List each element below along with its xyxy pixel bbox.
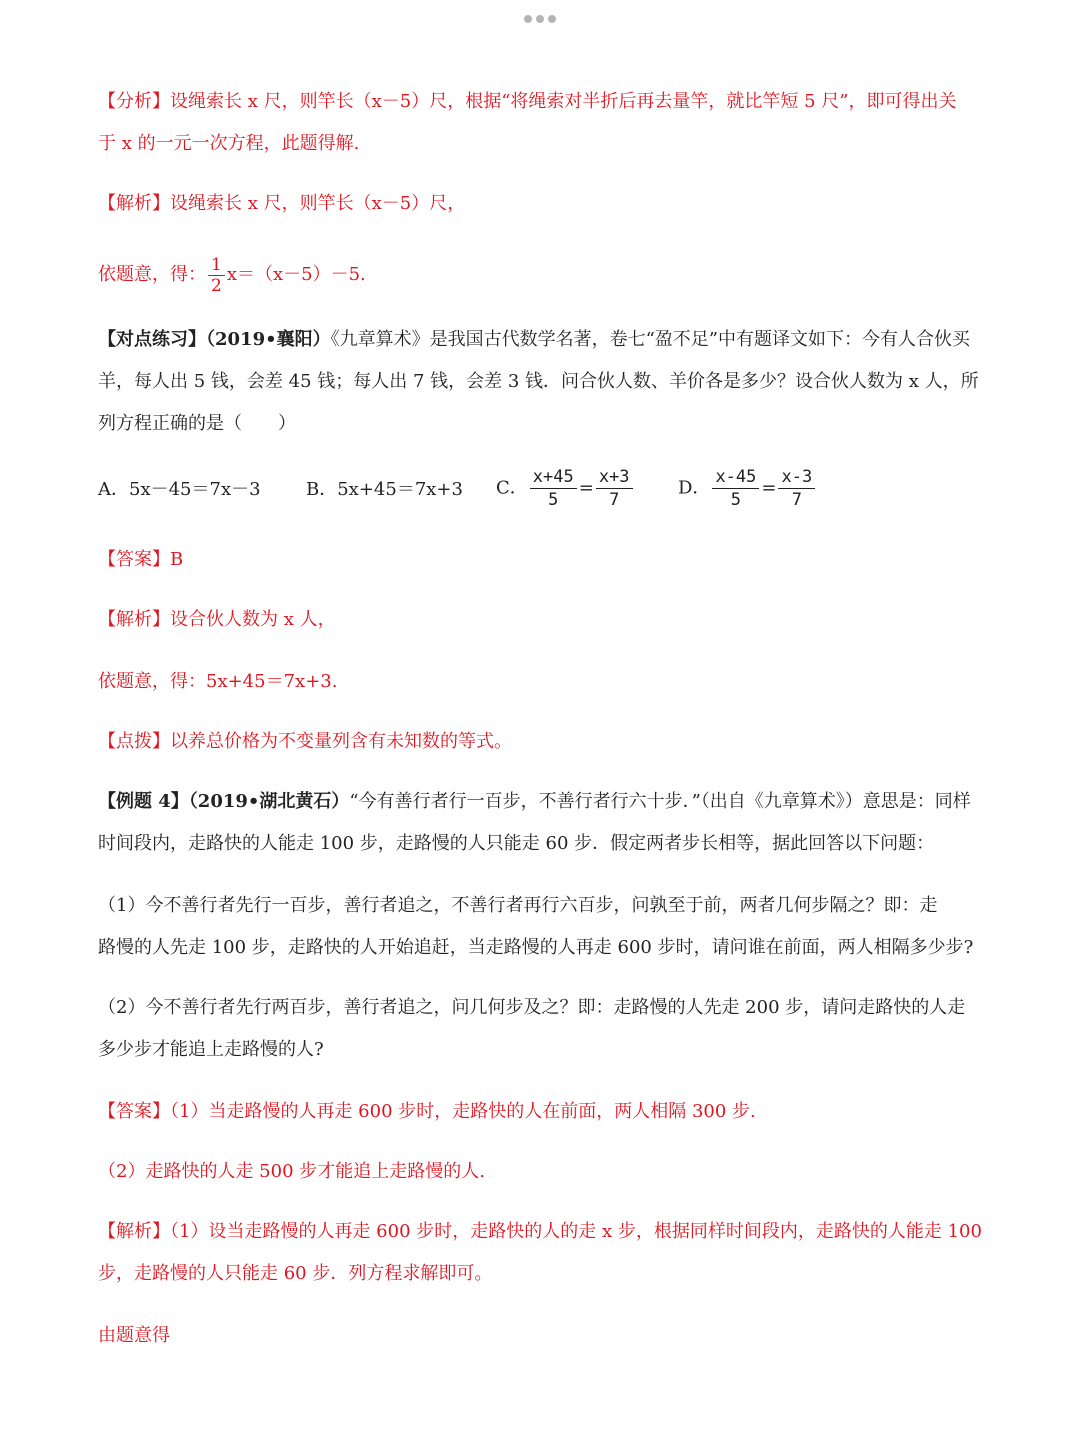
practice-line-2: 羊，每人出 5 钱，会差 45 钱；每人出 7 钱，会差 3 钱．问合伙人数、羊价各是多少？设合伙人数为 x 人，所 [98,371,979,392]
fraction-one-half: $\frac{1}{2}$ [208,255,225,296]
solution4-tag: 【解析】 [98,1221,170,1242]
tip-line [98,730,984,754]
analysis-tag: 【分析】 [98,91,170,112]
analysis-text-1: 设绳索长 x 尺，则竿长（x－5）尺，根据“将绳索对半折后再去量竿，就比竿短 5 尺”，即可得出关 [170,91,957,112]
answer4-line-1 [98,1100,984,1124]
analysis-line-2: 于 x 的一元一次方程，此题得解. [98,133,360,154]
answer4-tag: 【答案】 [98,1101,170,1122]
answer-tag: 【答案】 [98,549,170,570]
tip-text: 以养总价格为不变量列含有未知数的等式。 [170,731,512,752]
solution4-text-1: （1）设当走路慢的人再走 600 步时，走路快的人的走 x 步，根据同样时间段内，走路快的人能走 100 [170,1221,982,1242]
equation-rest: x＝（x－5）－5. [226,264,366,285]
solution-tag: 【解析】 [98,193,170,214]
option-a[interactable]: A．5x－45＝7x－3 [98,479,261,500]
question2-line-1: （2）今不善行者先行两百步，善行者追之，问几何步及之？即：走路慢的人先走 200 步，请问走路快的人走 [98,997,966,1018]
answer-line [98,548,984,572]
practice-tag: 【对点练习】 [98,329,206,350]
answer4-text-1: （1）当走路慢的人再走 600 步时，走路快的人在前面，两人相隔 300 步. [170,1101,756,1122]
answer4-line-2: （2）走路快的人走 500 步才能追上走路慢的人. [98,1161,485,1182]
question1-line-2: 路慢的人先走 100 步，走路快的人开始追赶，当走路慢的人再走 600 步时，请问谁在前面，两人相隔多少步? [98,937,974,958]
solution4-line-3: 由题意得 [98,1325,170,1346]
solution-line-1 [98,192,984,216]
practice-text-1: 《九章算术》是我国古代数学名著，卷七“盈不足”中有题译文如下：今有人合伙买 [330,329,971,350]
practice-source: （2019•襄阳） [206,329,331,350]
example4-line-2: 时间段内，走路快的人能走 100 步，走路慢的人只能走 60 步．假定两者步长相等，据此回答以下问题： [98,833,935,854]
solution2-line-1 [98,608,984,632]
option-c-right-fraction: $\frac{x+3}{7}$ [596,466,633,511]
option-c-left-fraction: $\frac{x+45}{5}$ [530,466,577,511]
example4-text-1: “今有善行者行一百步，不善行者行六十步．”（出自《九章算术》）意思是：同样 [349,791,971,812]
practice-options [98,466,984,518]
analysis-line-1 [98,90,984,114]
equation-prefix: 依题意，得： [98,264,206,285]
solution-text: 设绳索长 x 尺，则竿长（x－5）尺， [170,193,466,214]
solution2-tag: 【解析】 [98,609,170,630]
example4-line-1 [98,790,984,814]
question1-line-1: （1）今不善行者先行一百步，善行者追之，不善行者再行六百步，问孰至于前，两者几何步隔之？即：走 [98,895,938,916]
solution4-line-2: 步，走路慢的人只能走 60 步．列方程求解即可。 [98,1263,493,1284]
practice-line-1 [98,328,984,352]
page-menu-dots-icon[interactable] [0,8,1080,27]
solution2-equation: 依题意，得：5x+45＝7x+3. [98,671,338,692]
question2-line-2: 多少步才能追上走路慢的人? [98,1039,324,1060]
solution4-line-1 [98,1220,984,1244]
example4-tag: 【例题 4】 [98,791,189,812]
solution-equation [98,252,984,298]
option-b[interactable]: B．5x+45＝7x+3 [306,479,463,500]
solution2-text: 设合伙人数为 x 人， [170,609,336,630]
option-d-right-fraction: $\frac{x-3}{7}$ [778,466,815,511]
answer-text: B [170,549,184,570]
option-d[interactable]: D． $\frac{x-45}{5}$ = $\frac{x-3}{7}$ [678,466,817,511]
example4-source: （2019•湖北黄石） [188,791,350,812]
practice-line-3: 列方程正确的是（ ） [98,413,296,434]
option-c[interactable]: C． $\frac{x+45}{5}$ = $\frac{x+3}{7}$ [496,466,635,511]
option-d-left-fraction: $\frac{x-45}{5}$ [712,466,759,511]
tip-tag: 【点拨】 [98,731,170,752]
